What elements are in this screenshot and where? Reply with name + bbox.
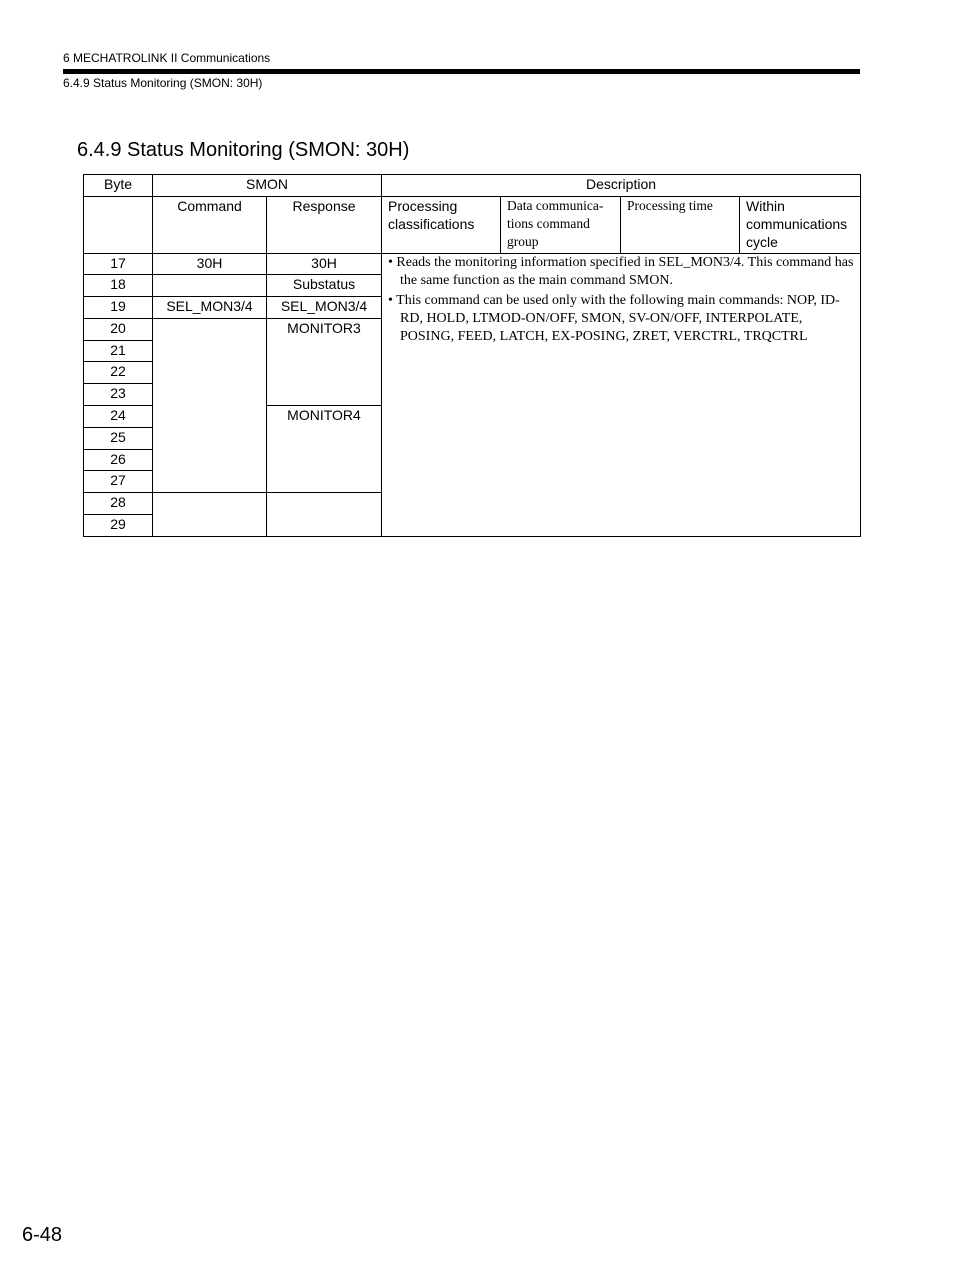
header-rule — [63, 69, 860, 74]
response-cell: 30H — [267, 254, 382, 275]
byte-cell: 27 — [84, 471, 153, 493]
byte-header: Byte — [84, 175, 153, 197]
page-number: 6-48 — [22, 1224, 63, 1246]
within-cycle-header: Within communications cycle — [740, 197, 861, 254]
byte-cell: 25 — [84, 428, 153, 450]
response-cell: SEL_MON3/4 — [267, 297, 382, 319]
byte-cell: 22 — [84, 362, 153, 384]
monitor4-cell: MONITOR4 — [267, 406, 382, 493]
description-bullet: • Reads the monitoring information specified in SEL_MON3/4. This command has the same function as the main command SMON. — [388, 255, 854, 288]
description-bullet-text: Reads the monitoring information specified in SEL_MON3/4. This command has the same function as the main command SMON. — [396, 255, 854, 288]
smon-header: SMON — [153, 175, 382, 197]
running-header-section: 6.4.9 Status Monitoring (SMON: 30H) — [63, 76, 263, 90]
response-cell: Substatus — [267, 275, 382, 297]
response-cell-empty — [267, 493, 382, 537]
byte-cell: 23 — [84, 384, 153, 406]
description-bullet-text: This command can be used only with the following main commands: NOP, ID-RD, HOLD, LTMOD-ON/OFF, SMON, SV-ON/OFF, INTERPOLATE, POSING, FEED, LATCH, EX-POSING, ZRET, VERCTRL, TRQCTRL — [396, 293, 840, 344]
description-header: Description — [382, 175, 861, 197]
byte-cell: 26 — [84, 450, 153, 471]
byte-cell: 18 — [84, 275, 153, 297]
byte-cell: 21 — [84, 341, 153, 362]
byte-cell: 29 — [84, 515, 153, 537]
command-cell — [153, 275, 267, 297]
processing-classifications-header: Processing classifications — [382, 197, 501, 254]
command-cell: 30H — [153, 254, 267, 275]
processing-time-header: Processing time — [621, 197, 740, 254]
running-header-chapter: 6 MECHATROLINK II Communications — [63, 51, 271, 65]
table-subheader-row — [84, 197, 861, 254]
byte-cell: 19 — [84, 297, 153, 319]
monitor3-cell: MONITOR3 — [267, 319, 382, 406]
response-header: Response — [267, 197, 382, 254]
command-cell: SEL_MON3/4 — [153, 297, 267, 319]
command-cell-empty — [153, 319, 267, 493]
byte-cell: 17 — [84, 254, 153, 275]
command-cell-empty — [153, 493, 267, 537]
byte-header-cont — [84, 197, 153, 254]
table-row — [84, 254, 861, 275]
command-header: Command — [153, 197, 267, 254]
data-comm-group-header: Data communica-tions command group — [501, 197, 621, 254]
description-cell — [382, 254, 861, 537]
description-bullet: • This command can be used only with the following main commands: NOP, ID-RD, HOLD, LTMOD-ON/OFF, SMON, SV-ON/OFF, INTERPOLATE, POSING, FEED, LATCH, EX-POSING, ZRET, VERCTRL, TRQCTRL — [388, 293, 840, 344]
byte-cell: 28 — [84, 493, 153, 515]
smon-command-table — [83, 174, 861, 537]
section-title: 6.4.9 Status Monitoring (SMON: 30H) — [77, 139, 410, 161]
byte-cell: 24 — [84, 406, 153, 428]
byte-cell: 20 — [84, 319, 153, 341]
table-header-row — [84, 175, 861, 197]
